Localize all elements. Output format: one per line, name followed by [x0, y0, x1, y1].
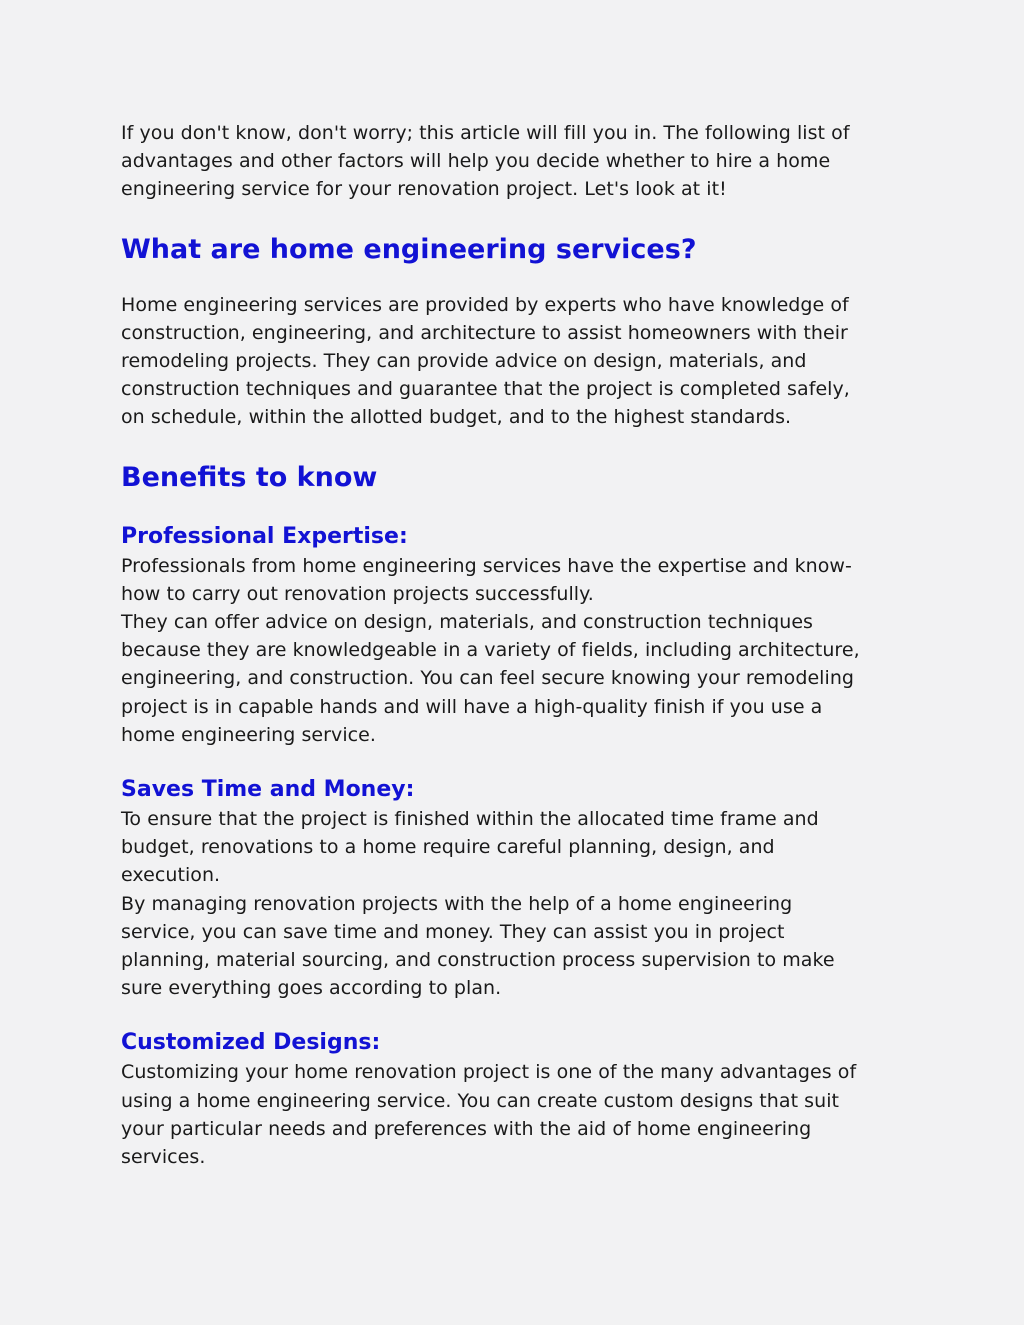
text-line: By managing renovation projects with the help of a home engineering: [121, 892, 793, 915]
intro-paragraph: [121, 119, 921, 204]
professional-expertise-paragraph: [121, 552, 921, 749]
text-line: advantages and other factors will help you decide whether to hire a home: [121, 150, 831, 173]
document-page: [121, 119, 921, 1171]
text-line: on schedule, within the allotted budget, and to the highest standards.: [121, 406, 792, 429]
text-line: project is in capable hands and will have a high-quality finish if you use a: [121, 695, 823, 718]
what-are-services-paragraph: [121, 291, 921, 432]
text-line: Customizing your home renovation project is one of the many advantages of: [121, 1061, 857, 1084]
heading-customized-designs: Customized Designs:: [121, 1030, 381, 1056]
text-line: construction, engineering, and architecture to assist homeowners with their: [121, 321, 848, 344]
heading-what-are-services: What are home engineering services?: [121, 233, 697, 265]
text-line: budget, renovations to a home require careful planning, design, and: [121, 836, 775, 859]
text-line: engineering, and construction. You can feel secure knowing your remodeling: [121, 667, 855, 690]
text-line: how to carry out renovation projects successfully.: [121, 582, 594, 605]
text-line: services.: [121, 1146, 206, 1169]
heading-saves-time-money: Saves Time and Money:: [121, 777, 415, 803]
text-line: using a home engineering service. You can create custom designs that suit: [121, 1089, 840, 1112]
text-line: If you don't know, don't worry; this article will fill you in. The following list of: [121, 122, 850, 144]
customized-designs-paragraph: [121, 1058, 921, 1171]
text-line: Home engineering services are provided by experts who have knowledge of: [121, 293, 849, 316]
text-line: sure everything goes according to plan.: [121, 977, 502, 1000]
text-line: execution.: [121, 864, 221, 887]
text-line: Professionals from home engineering services have the expertise and know-: [121, 554, 852, 577]
text-line: They can offer advice on design, materials, and construction techniques: [121, 611, 814, 634]
heading-professional-expertise: Professional Expertise:: [121, 523, 408, 549]
text-line: service, you can save time and money. They can assist you in project: [121, 920, 785, 943]
text-line: To ensure that the project is finished within the allocated time frame and: [121, 808, 819, 831]
text-line: home engineering service.: [121, 723, 376, 746]
text-line: engineering service for your renovation project. Let's look at it!: [121, 178, 727, 201]
text-line: construction techniques and guarantee that the project is completed safely,: [121, 378, 850, 401]
text-line: remodeling projects. They can provide advice on design, materials, and: [121, 350, 807, 373]
heading-benefits: Benefits to know: [121, 461, 378, 493]
text-line: your particular needs and preferences with the aid of home engineering: [121, 1117, 812, 1140]
text-line: because they are knowledgeable in a variety of fields, including architecture,: [121, 639, 860, 662]
text-line: planning, material sourcing, and construction process supervision to make: [121, 949, 835, 972]
saves-time-money-paragraph: [121, 805, 921, 1002]
